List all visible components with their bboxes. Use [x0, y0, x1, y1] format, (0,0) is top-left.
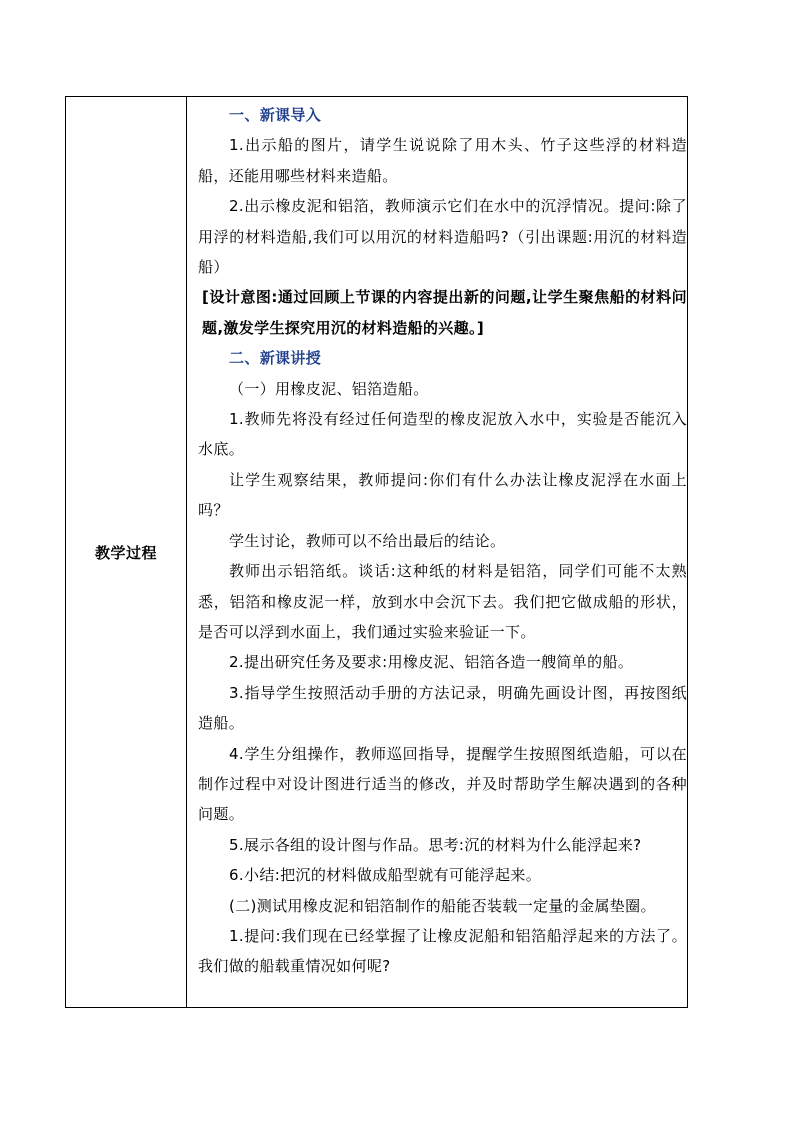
subsection-heading: （一）用橡皮泥、铝箔造船。 [229, 379, 429, 398]
paragraph: 1.出示船的图片，请学生说说除了用木头、竹子这些浮的材料造船，还能用哪些材料来造船。 [198, 136, 687, 185]
paragraph: 让学生观察结果，教师提问:你们有什么办法让橡皮泥浮在水面上吗？ [198, 470, 687, 520]
row-label-cell [66, 97, 187, 1007]
lesson-plan-table [65, 96, 688, 1008]
paragraph: 1.提问:我们现在已经掌握了让橡皮泥船和铝箔船浮起来的方法了。我们做的船载重情况如何呢? [198, 926, 687, 976]
paragraph: 5.展示各组的设计图与作品。思考:沉的材料为什么能浮起来? [229, 835, 642, 854]
section-heading-new-lesson: 二、新课讲授 [229, 349, 322, 368]
section-heading-intro: 一、新课导入 [229, 106, 322, 124]
paragraph: 1.教师先将没有经过任何造型的橡皮泥放入水中，实验是否能沉入水底。 [198, 410, 687, 459]
row-label-teaching-process: 教学过程 [94, 543, 157, 562]
paragraph: 2.出示橡皮泥和铝箔，教师演示它们在水中的沉浮情况。提问:除了用浮的材料造船,我们可以用沉的材料造船吗?（引出课题:用沉的材料造船） [198, 197, 687, 277]
paragraph: 2.提出研究任务及要求:用橡皮泥、铝箔各造一艘简单的船。 [229, 653, 634, 672]
paragraph: 3.指导学生按照活动手册的方法记录，明确先画设计图，再按图纸造船。 [198, 683, 687, 733]
paragraph: 6.小结:把沉的材料做成船型就有可能浮起来。 [229, 866, 542, 885]
subsection-heading: (二)测试用橡皮泥和铝箔制作的船能否装载一定量的金属垫圈。 [229, 896, 656, 915]
design-intent-note: [设计意图:通过回顾上节课的内容提出新的问题,让学生聚焦船的材料问题,激发学生探究用沉的材料造船的兴趣。] [202, 288, 687, 337]
paragraph: 教师出示铝箔纸。谈话:这种纸的材料是铝箔，同学们可能不太熟悉，铝箔和橡皮泥一样，放到水中会沉下去。我们把它做成船的形状，是否可以浮到水面上，我们通过实验来验证一下。 [198, 562, 687, 641]
paragraph: 4.学生分组操作，教师巡回指导，提醒学生按照图纸造船，可以在制作过程中对设计图进行适当的修改，并及时帮助学生解决遇到的各种问题。 [198, 744, 687, 824]
paragraph: 学生讨论，教师可以不给出最后的结论。 [229, 531, 506, 550]
content-cell [187, 97, 687, 1007]
